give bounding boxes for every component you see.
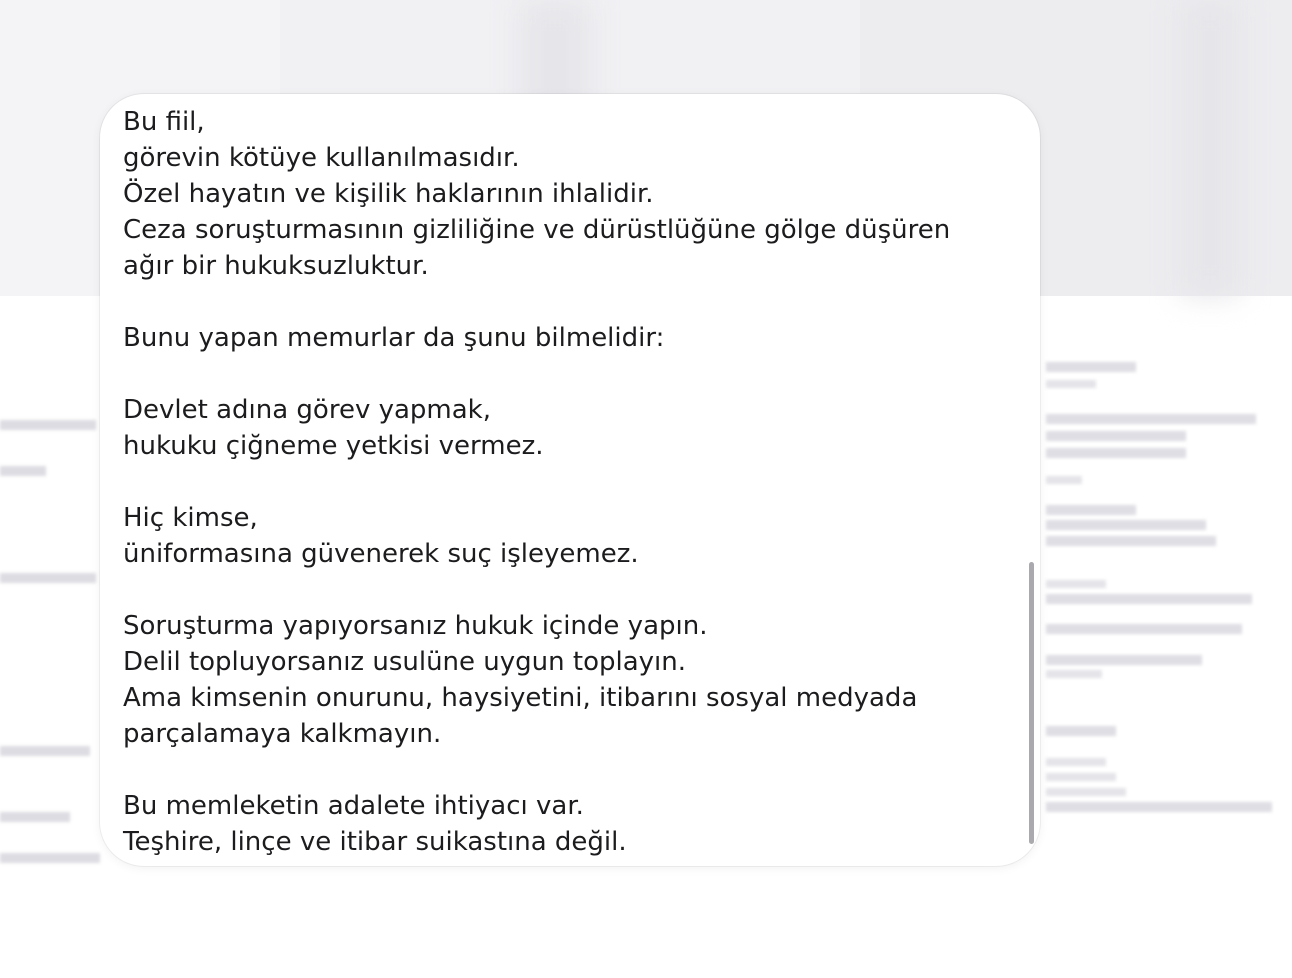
message-line bbox=[123, 356, 1013, 392]
scrollbar-thumb[interactable] bbox=[1029, 562, 1034, 844]
message-line: Bu memleketin adalete ihtiyacı var. bbox=[123, 791, 584, 821]
message-line bbox=[123, 572, 1013, 608]
message-line: Hiç kimse, bbox=[123, 503, 258, 533]
message-line bbox=[123, 752, 1013, 788]
message-bubble[interactable] bbox=[100, 94, 1040, 866]
message-line: Ama kimsenin onurunu, haysiyetini, itibarını sosyal medyada bbox=[123, 683, 918, 713]
message-line: Özel hayatın ve kişilik haklarının ihlalidir. bbox=[123, 179, 654, 209]
message-line: hukuku çiğneme yetkisi vermez. bbox=[123, 431, 544, 461]
message-line: ağır bir hukuksuzluktur. bbox=[123, 251, 429, 281]
message-line: Soruşturma yapıyorsanız hukuk içinde yapın. bbox=[123, 611, 708, 641]
message-line: Bunu yapan memurlar da şunu bilmelidir: bbox=[123, 323, 665, 353]
message-line: Teşhire, linçe ve itibar suikastına değil. bbox=[123, 827, 627, 857]
message-line: Ceza soruşturmasının gizliliğine ve dürüstlüğüne gölge düşüren bbox=[123, 215, 951, 245]
message-line bbox=[123, 464, 1013, 500]
message-line: Delil topluyorsanız usulüne uygun toplayın. bbox=[123, 647, 686, 677]
message-line: görevin kötüye kullanılmasıdır. bbox=[123, 143, 520, 173]
message-text bbox=[123, 104, 1013, 860]
background-shadow bbox=[1180, 0, 1240, 296]
message-line: üniformasına güvenerek suç işleyemez. bbox=[123, 539, 639, 569]
message-line: Devlet adına görev yapmak, bbox=[123, 395, 491, 425]
message-line: Bu fiil, bbox=[123, 107, 205, 137]
message-line: parçalamaya kalkmayın. bbox=[123, 719, 442, 749]
message-line bbox=[123, 284, 1013, 320]
